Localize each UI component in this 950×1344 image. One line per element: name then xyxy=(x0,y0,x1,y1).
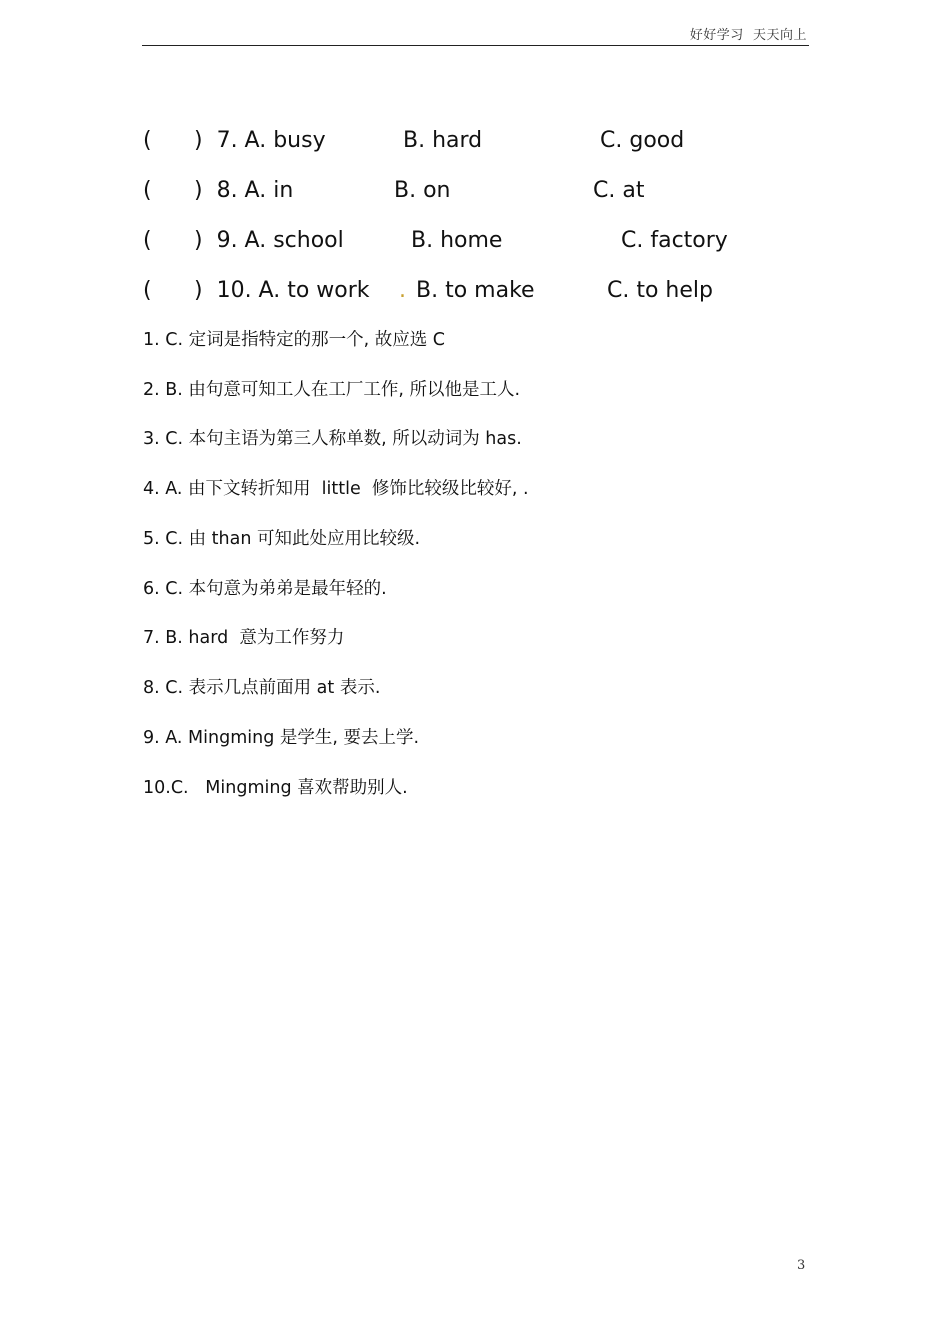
answer-explanation: 9. A. Mingming 是学生, 要去上学. xyxy=(143,728,420,748)
answer-explanation: 7. B. hard 意为工作努力 xyxy=(143,628,345,648)
option-a: ) 10. A. to work xyxy=(194,278,370,303)
answer-blank-open: ( xyxy=(143,128,152,153)
answer-explanation: 8. C. 表示几点前面用 at 表示. xyxy=(143,678,381,698)
option-b: B. hard xyxy=(403,128,483,153)
option-a: ) 9. A. school xyxy=(194,228,344,253)
answer-blank-open: ( xyxy=(143,228,152,253)
option-a: ) 7. A. busy xyxy=(194,128,326,153)
option-c: C. at xyxy=(593,178,645,203)
question-row xyxy=(143,226,783,256)
header-divider xyxy=(142,45,809,46)
answer-explanation: 1. C. 定词是指特定的那一个, 故应选 C xyxy=(143,330,446,350)
option-c: C. to help xyxy=(607,278,713,303)
answer-explanation: 4. A. 由下文转折知用 little 修饰比较级比较好, . xyxy=(143,479,529,499)
page-number: 3 xyxy=(797,1258,806,1273)
answer-explanation: 2. B. 由句意可知工人在工厂工作, 所以他是工人. xyxy=(143,380,521,400)
stray-dot-mark: . xyxy=(399,278,406,303)
answer-blank-open: ( xyxy=(143,278,152,303)
option-b: B. on xyxy=(394,178,451,203)
option-c: C. good xyxy=(600,128,685,153)
answer-explanation: 10.C. Mingming 喜欢帮助别人. xyxy=(143,778,408,798)
question-row xyxy=(143,176,783,206)
answer-explanation: 3. C. 本句主语为第三人称单数, 所以动词为 has. xyxy=(143,429,522,449)
option-c: C. factory xyxy=(621,228,728,253)
option-b: B. home xyxy=(411,228,503,253)
question-row xyxy=(143,276,783,306)
option-a: ) 8. A. in xyxy=(194,178,294,203)
option-b: B. to make xyxy=(416,278,535,303)
question-row xyxy=(143,126,783,156)
answer-blank-open: ( xyxy=(143,178,152,203)
answer-explanation: 5. C. 由 than 可知此处应用比较级. xyxy=(143,529,421,549)
answer-explanation: 6. C. 本句意为弟弟是最年轻的. xyxy=(143,579,387,599)
header-motto: 好好学习 天天向上 xyxy=(689,28,807,43)
